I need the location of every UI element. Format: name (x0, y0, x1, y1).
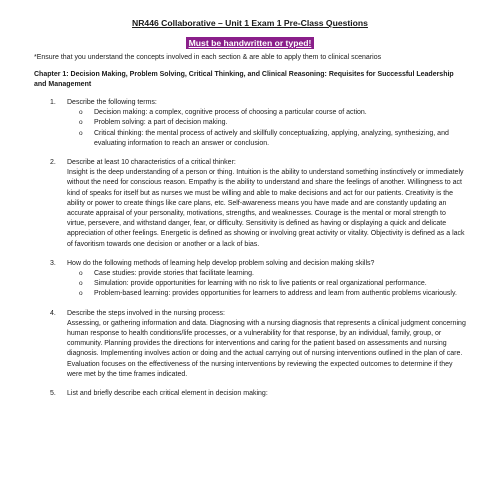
question-number: 4. (50, 309, 56, 317)
question-body (67, 158, 466, 250)
list-item-text: Problem solving: a part of decision making. (94, 119, 228, 127)
document-title: NR446 Collaborative – Unit 1 Exam 1 Pre-Class Questions (132, 18, 368, 28)
question-number: 5. (50, 390, 56, 398)
answer-paragraph: Assessing, or gathering information and data. Diagnosing with a nursing diagnosis that represents a clinical judgment concerning human response to health conditions/life processes, or a vulnerability for that response, by an individual, family, group, or community. Planning provides the directions for interventions and caring for the patient based on assessments and nursing diagnosis. Implementing involves action or doing and the actual carrying out of nursing interventions outlined in the plan of care. Evaluation focuses on the effectiveness of the nursing interventions by reviewing the expected outcomes to determine if they were met by the time frames indicated. (67, 319, 466, 378)
question-4 (50, 309, 466, 380)
list-item (79, 279, 466, 289)
question-text: List and briefly describe each critical element in decision making: (67, 390, 268, 398)
answer-paragraph: Insight is the deep understanding of a person or thing. Intuition is the ability to understand something instinctively or immediately without the need for conscious reason. Empathy is the ability to understand and share the feelings of another. Willingness to act kind of speaks for itself but as nurses we must be willing and able to make decisions and act for our patients. Creativity is the ability or power to create things like care plans, etc. Self-awareness means you have made and are constantly updating an accurate appraisal of your personality, motivations, strengths, and weaknesses. Courage is the mental or moral strength to virtue, persevere, and withstand danger, fear, or difficulty. Sensitivity is defined as having or displaying a quick and delicate appreciation of other feelings. Energetic is defined as showing or involving great activity or vitality. Objectivity is defined as a lack of favoritism towards one decision or another or a lack of bias. (67, 169, 465, 248)
instruction-note: *Ensure that you understand the concepts involved in each section & are able to apply them to clinical scenarios (34, 54, 382, 61)
question-3 (50, 259, 466, 300)
question-body (67, 259, 466, 300)
list-item-text: Problem-based learning: provides opportunities for learners to address and learn from authentic problems vicariously. (94, 290, 457, 298)
question-1 (50, 98, 466, 149)
question-body (67, 389, 466, 399)
chapter-heading: Chapter 1: Decision Making, Problem Solving, Critical Thinking, and Clinical Reasoning: Requisites for Successful Leadership and Management (34, 71, 454, 88)
bullet-icon: o (79, 280, 83, 288)
question-number: 1. (50, 99, 56, 106)
question-text: Describe at least 10 characteristics of a critical thinker: (67, 159, 236, 167)
question-number: 3. (50, 259, 56, 267)
list-item (79, 108, 466, 118)
question-body (67, 309, 466, 380)
question-body (67, 98, 466, 149)
list-item-text: Critical thinking: the mental process of actively and skillfully conceptualizing, applying, analyzing, synthesizing, and evaluating information to reach an answer or conclusion. (94, 129, 449, 147)
list-item (79, 129, 466, 149)
bullet-icon: o (79, 129, 83, 137)
banner-container (34, 33, 466, 46)
question-number: 2. (50, 159, 56, 167)
question-2 (50, 158, 466, 250)
list-item (79, 269, 466, 279)
bullet-icon: o (79, 109, 83, 117)
list-item (79, 289, 466, 299)
bullet-icon: o (79, 270, 83, 278)
question-text: Describe the steps involved in the nursing process: (67, 309, 225, 317)
list-item-text: Case studies: provide stories that facilitate learning. (94, 270, 254, 278)
list-item-text: Decision making: a complex, cognitive process of choosing a particular course of action. (94, 109, 367, 117)
bullet-icon: o (79, 290, 83, 298)
question-text: Describe the following terms: (67, 99, 157, 106)
bullet-icon: o (79, 119, 83, 127)
question-text: How do the following methods of learning help develop problem solving and decision making skills? (67, 259, 375, 267)
list-item-text: Simulation: provide opportunities for learning with no risk to live patients or real organizational performance. (94, 280, 427, 288)
list-item (79, 118, 466, 128)
answer-list (79, 269, 466, 300)
question-5 (50, 389, 466, 399)
answer-list (79, 108, 466, 149)
handwritten-banner: Must be handwritten or typed! (186, 37, 315, 49)
